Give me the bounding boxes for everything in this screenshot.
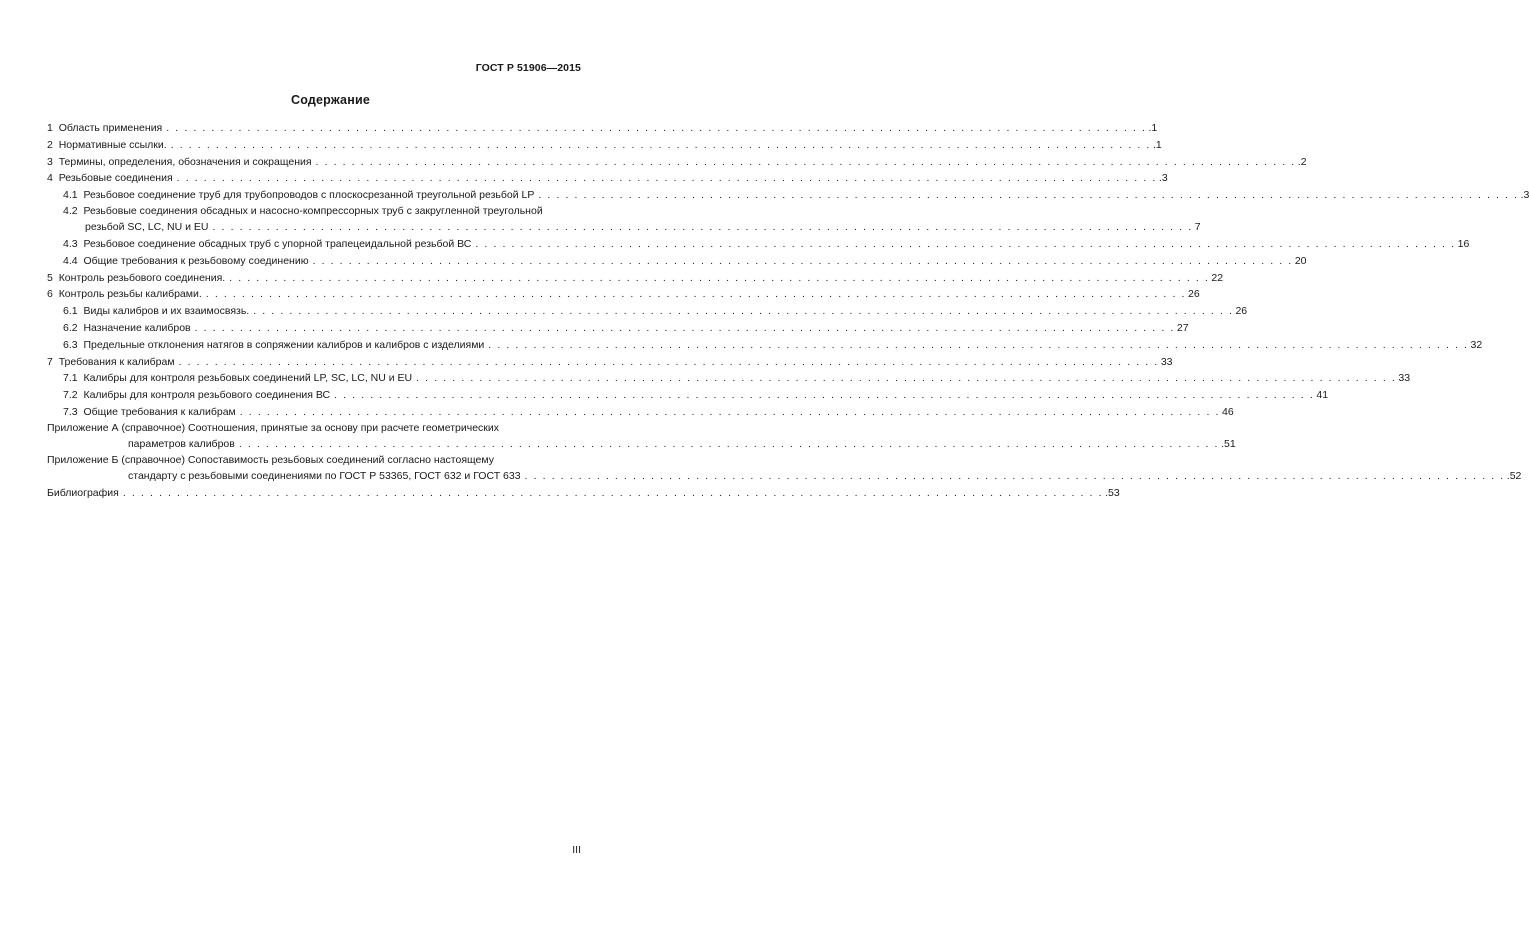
toc-entry-6-2[interactable] [47,320,1189,337]
toc-page: .52 [1506,469,1522,482]
toc-number: 4.4 [63,254,78,267]
toc-title: Резьбовые соединения обсадных и насосно-компрессорных труб с закругленной треугольной [83,204,543,217]
toc-number: 7.3 [63,405,78,418]
toc-title: Термины, определения, обозначения и сокращения [58,155,312,168]
toc-title: Контроль резьбового соединения. [58,271,226,284]
toc-title: (справочное) Соотношения, принятые за основу при расчете геометрических [121,421,500,434]
toc-number: 4 [47,172,53,185]
toc-entry-6-3[interactable] [47,337,1483,354]
toc-number: 1 [47,122,53,134]
toc-title-continuation: параметров калибров [128,437,235,450]
toc-entry-7[interactable] [47,354,1173,371]
toc-page: 26 [1188,288,1200,301]
toc-number: 4.1 [63,189,78,202]
toc-page: .3 [1520,189,1529,202]
toc-title: Калибры для контроля резьбового соединения ВС [83,389,331,402]
toc-title: Библиография [47,486,119,499]
toc-entry-4-1[interactable] [47,187,1529,204]
toc-title: Калибры для контроля резьбовых соединений LP, SC, LC, NU и EU [83,372,413,385]
toc-entry-appendix-a[interactable] [47,421,1236,453]
toc-number: 2 [47,138,53,151]
toc-number: 7 [47,355,53,368]
toc-title: Общие требования к калибрам [83,405,236,418]
toc-entry-bibliography[interactable] [47,485,1120,502]
toc-title: (справочное) Сопоставимость резьбовых соединений согласно настоящему [121,453,494,466]
toc-title: Контроль резьбы калибрами. [58,288,202,301]
toc-number: 7.2 [63,389,78,402]
toc-number: 6.1 [63,305,78,318]
toc-title-continuation: стандарту с резьбовыми соединениями по ГОСТ Р 53365, ГОСТ 632 и ГОСТ 633 [128,469,521,482]
toc-page: .3 [1158,172,1168,185]
toc-title: Нормативные ссылки. [58,138,167,151]
toc-number: 5 [47,271,53,284]
toc-page: 32 [1470,338,1483,351]
toc-entry-3[interactable] [47,154,1307,171]
toc-page: 33 [1398,372,1411,385]
toc-page: .1 [1148,122,1158,134]
toc-page: 22 [1211,271,1224,284]
toc-number: 6.2 [63,321,78,334]
toc-title: Общие требования к резьбовому соединению [83,254,309,267]
toc-number: 7.1 [63,372,78,385]
toc-entry-6-1[interactable] [47,303,1248,320]
table-of-contents [47,120,1529,502]
toc-entry-2[interactable] [47,137,1162,154]
toc-title: Требования к калибрам [58,355,175,368]
toc-number: 6 [47,288,53,301]
toc-title: Предельные отклонения натягов в сопряжении калибров и калибров с изделиями [83,338,485,351]
toc-entry-6[interactable] [47,286,1200,303]
toc-page: 7 [1194,221,1201,234]
toc-entry-4-2[interactable] [47,204,1201,236]
toc-number: 6.3 [63,338,78,351]
toc-entry-4-4[interactable] [47,253,1307,270]
toc-page: .1 [1152,138,1162,151]
toc-number: 4.2 [63,204,78,217]
toc-page: 27 [1176,321,1189,334]
toc-title: Назначение калибров [83,321,191,334]
toc-number: Приложение А [47,421,119,434]
toc-title: Резьбовые соединения [58,172,173,185]
page-title: Содержание [290,93,370,107]
toc-entry-appendix-b[interactable] [47,453,1522,485]
toc-page: 33 [1160,355,1173,368]
toc-entry-4-3[interactable] [47,236,1470,253]
toc-page: 16 [1457,237,1470,250]
toc-entry-4[interactable] [47,170,1168,187]
toc-number: 3 [47,155,53,168]
toc-page: 41 [1316,389,1329,402]
toc-entry-5[interactable] [47,270,1224,287]
toc-entry-1[interactable] [47,120,1158,137]
toc-page: .51 [1221,437,1236,450]
toc-entry-7-1[interactable] [47,370,1411,387]
toc-page: 46 [1222,405,1234,418]
toc-page: 26 [1235,305,1248,318]
toc-number: Приложение Б [47,453,119,466]
toc-title-continuation: резьбой SC, LC, NU и EU [85,221,209,234]
toc-title: Область применения [58,122,163,134]
toc-entry-7-3[interactable] [47,404,1234,421]
toc-title: Виды калибров и их взаимосвязь. [83,305,250,318]
toc-title: Резьбовое соединение труб для трубопроводов с плоскосрезанной треугольной резьбой LP [83,189,535,202]
toc-title: Резьбовое соединение обсадных труб с упорной трапецеидальной резьбой ВС [83,237,472,250]
page-number: III [572,844,581,856]
document-id: ГОСТ Р 51906—2015 [475,62,581,74]
toc-page: .2 [1297,155,1307,168]
toc-page: .53 [1105,486,1120,499]
toc-entry-7-2[interactable] [47,387,1329,404]
toc-page: 20 [1294,254,1307,267]
toc-number: 4.3 [63,237,78,250]
